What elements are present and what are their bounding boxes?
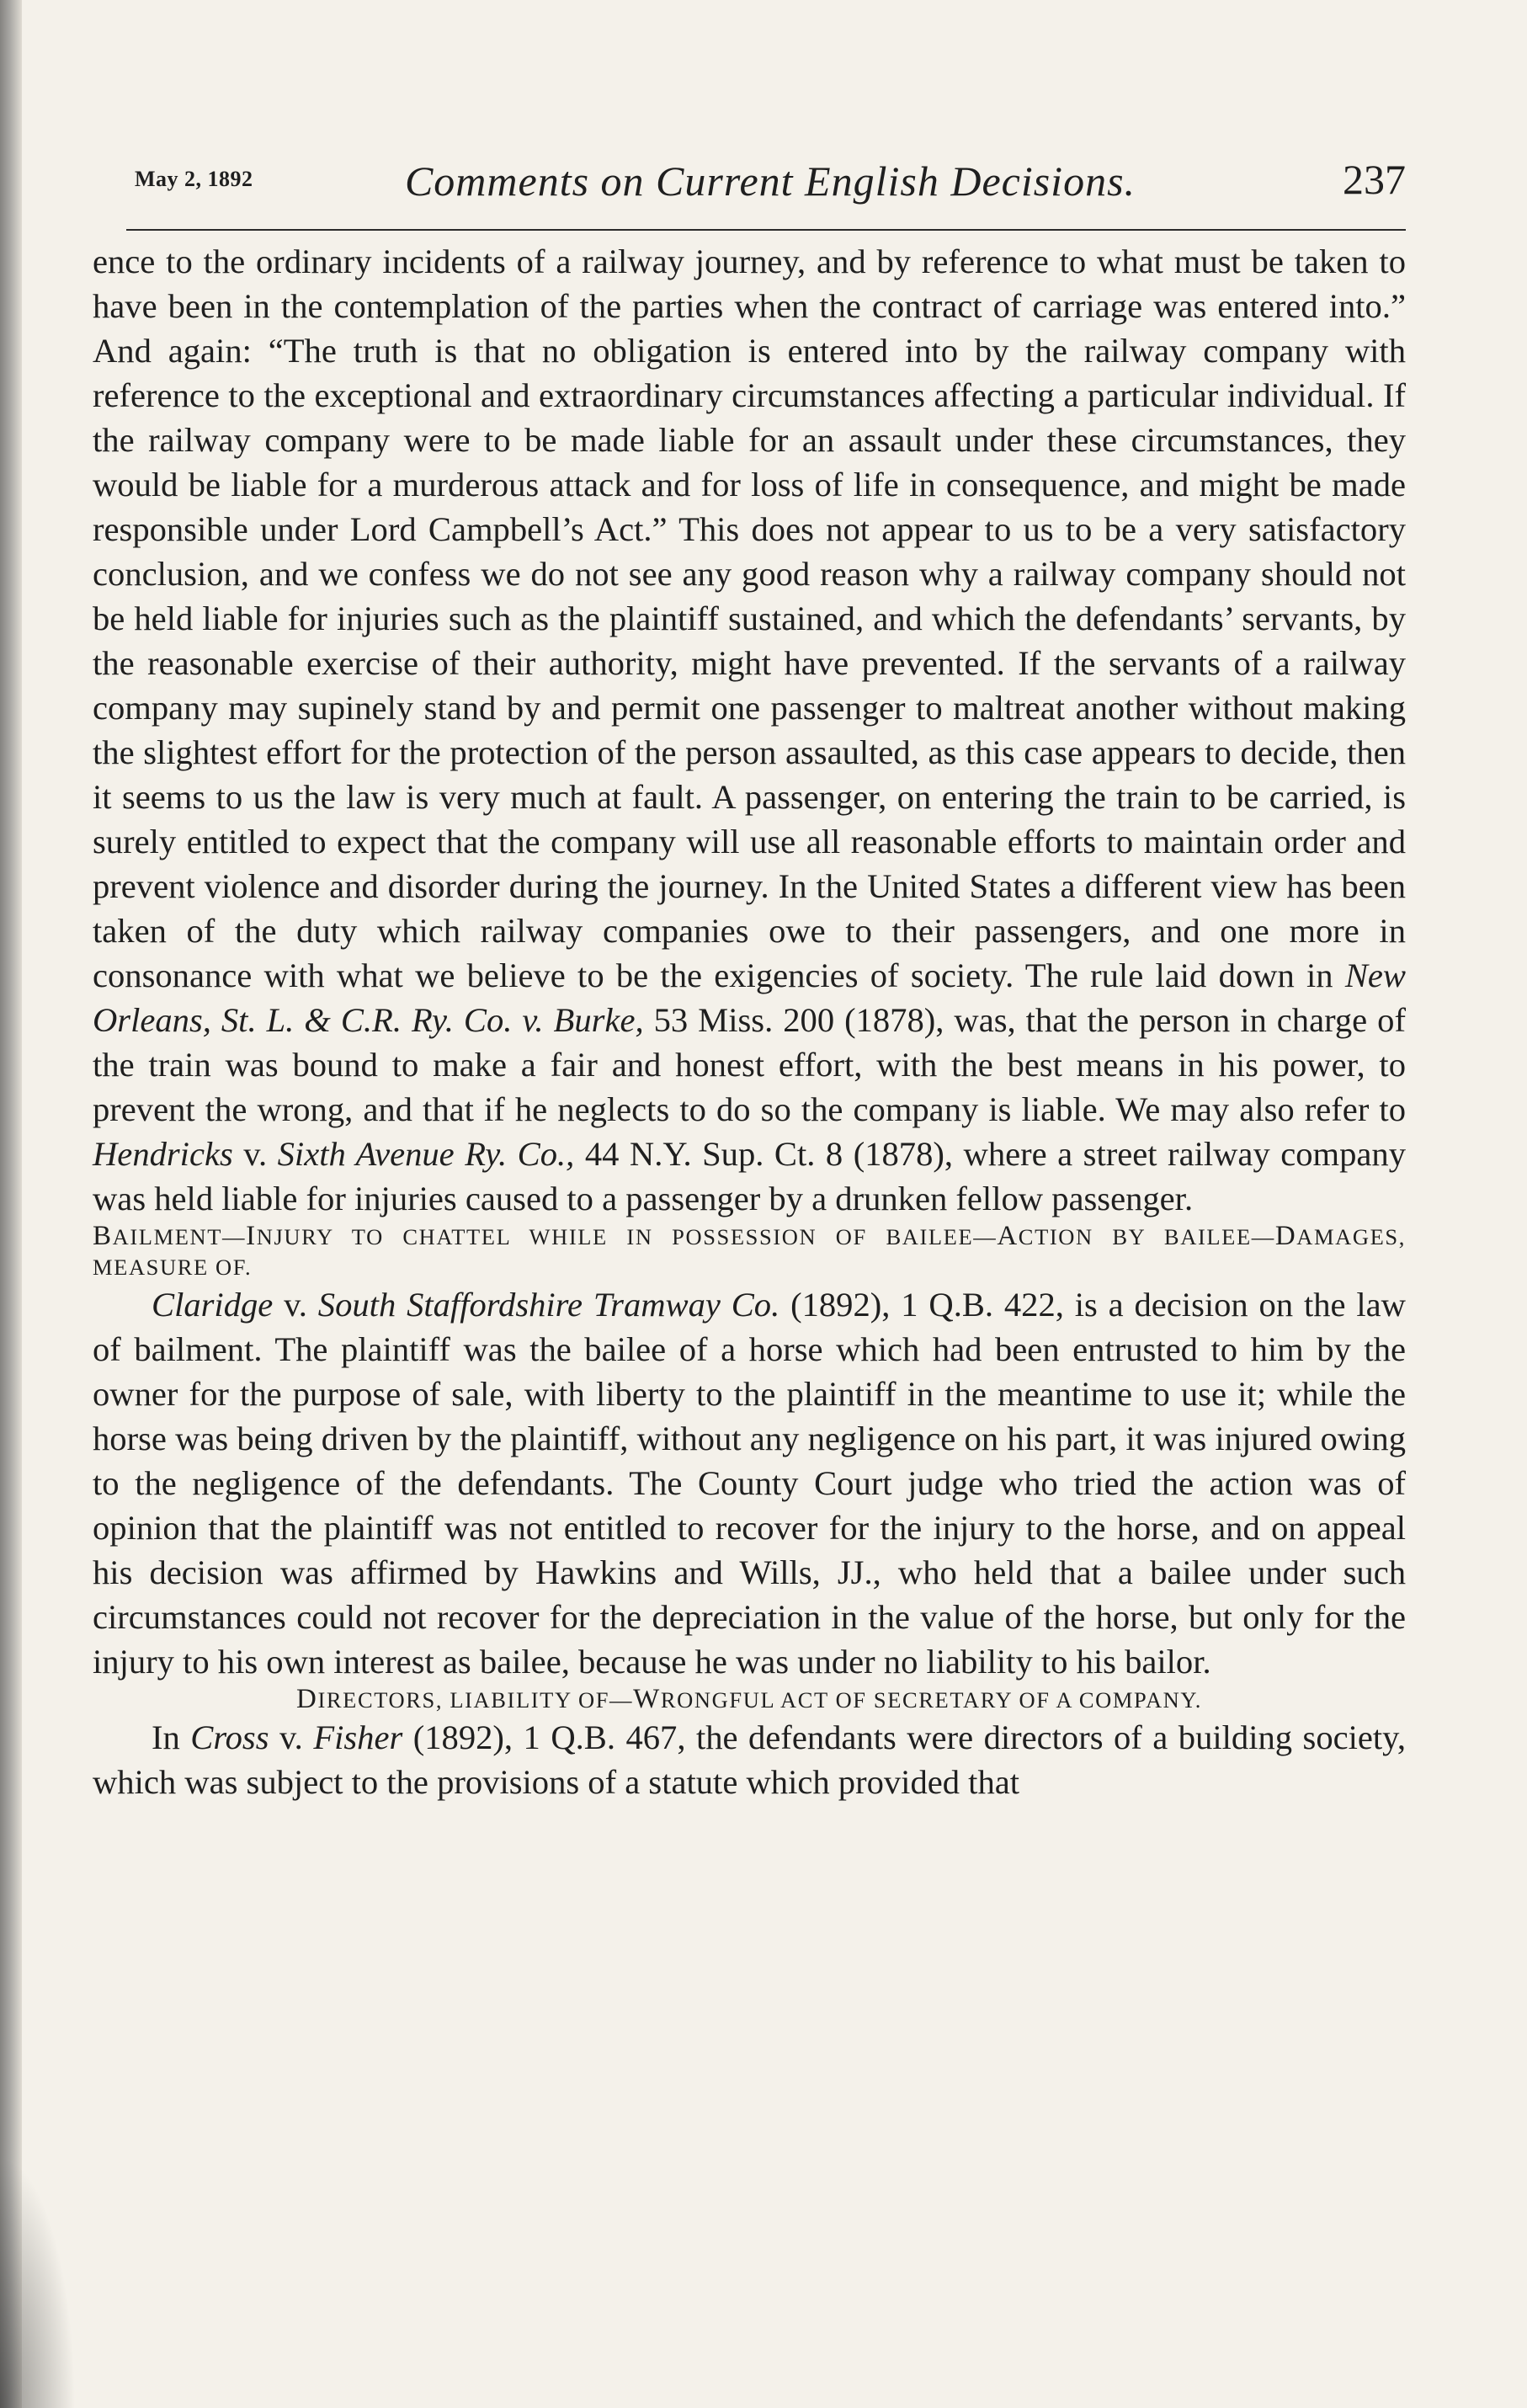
article-body xyxy=(93,239,1406,1804)
page-corner-shadow xyxy=(0,2155,76,2408)
heading-smallcaps: AMAGES, MEASURE OF. xyxy=(93,1224,1406,1280)
case-name: New Orleans, St. L. & C.R. Ry. Co. v. Burke, xyxy=(93,956,1406,1039)
heading-capital: I xyxy=(246,1221,257,1251)
paragraph-claridge xyxy=(93,1282,1406,1684)
heading-capital: W xyxy=(633,1684,661,1714)
case-versus: v. xyxy=(243,1135,268,1173)
case-versus: v. xyxy=(284,1286,307,1324)
paragraph-cross-fisher xyxy=(93,1715,1406,1804)
case-name: Sixth Avenue Ry. Co., xyxy=(277,1135,575,1173)
heading-capital: D xyxy=(296,1684,318,1714)
heading-capital: A xyxy=(997,1221,1019,1251)
paragraph-railway-liability xyxy=(93,239,1406,1221)
case-versus: v. xyxy=(279,1718,303,1756)
paragraph-text: 53 Miss. 200 (1878), was, that the person in charge of the train was bound to make a fair and honest effort, with the best means in his power, to prevent the wrong, and that if he neglects to do so the company is liable. We may also refer to xyxy=(93,1001,1406,1128)
header-page-number: 237 xyxy=(1343,156,1406,203)
paragraph-text: (1892), 1 Q.B. 467, the defendants were directors of a building society, which was subject to the provisions of a statute which provided that xyxy=(93,1718,1406,1801)
case-name: Cross xyxy=(190,1718,269,1756)
case-name: South Staffordshire Tramway Co. xyxy=(317,1286,780,1324)
case-name: Claridge xyxy=(152,1286,274,1324)
running-header xyxy=(135,152,1406,227)
header-running-title: Comments on Current English Decisions. xyxy=(404,157,1136,205)
paragraph-text: 44 N.Y. Sup. Ct. 8 (1878), where a street railway company was held liable for injuries caused to a passenger by a drunken fellow passenger. xyxy=(93,1135,1406,1217)
heading-smallcaps: NJURY TO CHATTEL WHILE IN POSSESSION OF BAILEE— xyxy=(256,1224,998,1249)
heading-smallcaps: IRECTORS, LIABILITY OF— xyxy=(317,1687,634,1713)
paragraph-text: In xyxy=(152,1718,180,1756)
header-date: May 2, 1892 xyxy=(135,167,253,191)
paragraph-text: (1892), 1 Q.B. 422, is a decision on the law of bailment. The plaintiff was the bailee of a horse which had been entrusted to him by the owner for the purpose of sale, with liberty to the plaintiff in the meantime to use it; while the horse was being driven by the plaintiff, without any negligence on his part, it was injured owing to the negligence of the defendants. The County Court judge who tried the action was of opinion that the plaintiff was not entitled to recover for the injury to the horse, and on appeal his decision was affirmed by Hawkins and Wills, JJ., who held that a bailee under such circumstances could not recover for the depreciation in the value of the horse, but only for the injury to his own interest as bailee, because he was under no liability to his bailor. xyxy=(93,1286,1406,1681)
heading-smallcaps: CTION BY BAILEE— xyxy=(1018,1224,1275,1249)
heading-smallcaps: RONGFUL ACT OF SECRETARY OF A COMPANY. xyxy=(660,1687,1202,1713)
section-heading-directors xyxy=(93,1684,1406,1715)
heading-smallcaps: AILMENT— xyxy=(112,1224,247,1249)
heading-capital: B xyxy=(93,1221,113,1251)
section-heading-bailment xyxy=(93,1221,1406,1282)
case-name: Hendricks xyxy=(93,1135,233,1173)
header-rule xyxy=(126,229,1406,231)
case-name: Fisher xyxy=(313,1718,403,1756)
paragraph-text: ence to the ordinary incidents of a railway journey, and by reference to what must be taken to have been in the contemplation of the parties when the contract of carriage was entered into.” And again: “The truth is that no obligation is entered into by the railway company with reference to the exceptional and extraordinary circumstances affecting a particular individual. If the railway company were to be made liable for an assault under these circumstances, they would be liable for a murderous attack and for loss of life in consequence, and might be made responsible under Lord Campbell’s Act.” This does not appear to us to be a very satisfactory conclusion, and we confess we do not see any good reason why a railway company should not be held liable for injuries such as the plaintiff sustained, and which the defendants’ servants, by the reasonable exercise of their authority, might have prevented. If the servants of a railway company may supinely stand by and permit one passenger to maltreat another without making the slightest effort for the protection of the person assaulted, as this case appears to decide, then it seems to us the law is very much at fault. A passenger, on entering the train to be carried, is surely entitled to expect that the company will use all reasonable efforts to maintain order and prevent violence and disorder during the journey. In the United States a different view has been taken of the duty which railway companies owe to their passengers, and one more in consonance with what we believe to be the exigencies of society. The rule laid down in xyxy=(93,242,1406,994)
page-spine-shadow xyxy=(0,0,22,2408)
heading-capital: D xyxy=(1274,1221,1297,1251)
